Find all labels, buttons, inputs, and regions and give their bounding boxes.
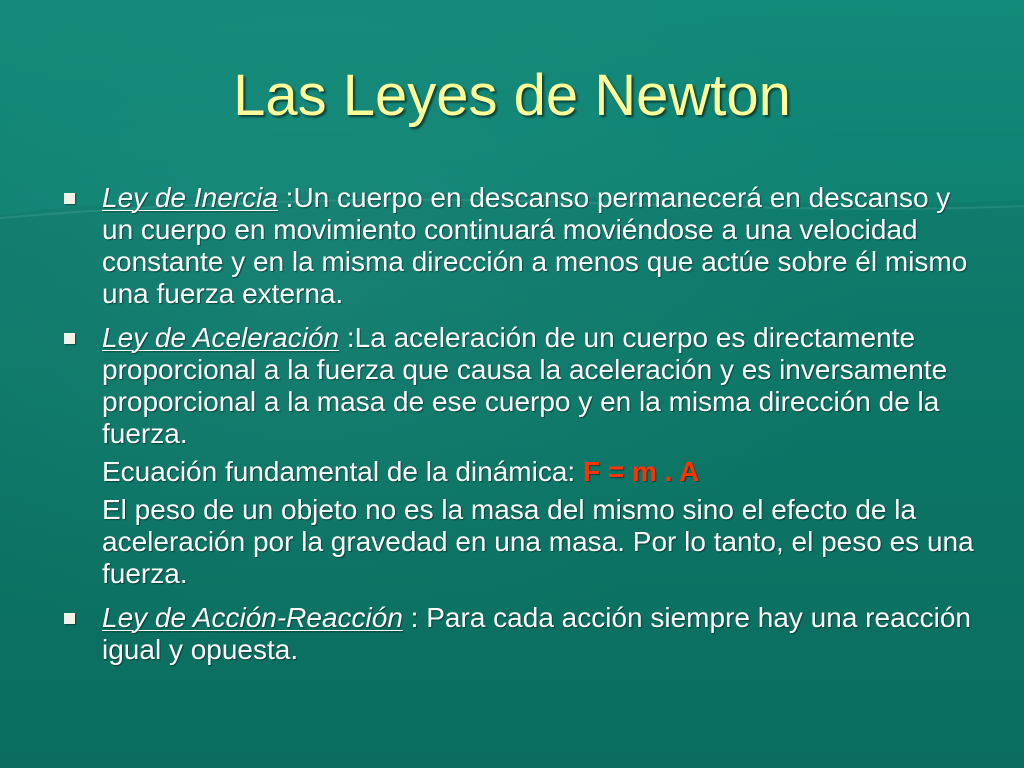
law-name-acceleration: Ley de Aceleración — [102, 322, 340, 353]
law-text-inertia: :Un cuerpo en descanso permanecerá en descanso y un cuerpo en movimiento continuará moviéndose a una velocidad constante y en la misma dirección a menos que actúe sobre él mismo una fuerza externa. — [102, 182, 968, 309]
list-item-action-reaction — [58, 602, 978, 666]
law-text-acceleration: :La aceleración de un cuerpo es directamente proporcional a la fuerza que causa la aceleración y es inversamente proporcional a la masa de ese cuerpo y en la misma dirección de la fuerza. — [102, 322, 948, 449]
weight-note: El peso de un objeto no es la masa del mismo sino el efecto de la aceleración por la gravedad en una masa. Por lo tanto, el peso es una fuerza. — [102, 494, 974, 589]
law-name-inertia: Ley de Inercia — [102, 182, 278, 213]
bullet-icon — [64, 333, 75, 344]
slide-title: Las Leyes de Newton — [233, 63, 791, 128]
bullet-icon — [64, 193, 75, 204]
list-item-acceleration — [58, 322, 978, 450]
law-text-action-reaction: : Para cada acción siempre hay una reacción igual y opuesta. — [102, 602, 971, 665]
bullet-icon — [64, 613, 75, 624]
list-item-inertia — [58, 182, 978, 310]
equation-line — [58, 456, 978, 488]
equation-label: Ecuación fundamental de la dinámica: — [102, 456, 583, 487]
equation-formula: F = m . A — [582, 456, 700, 487]
slide-content — [58, 182, 978, 678]
law-name-action-reaction: Ley de Acción-Reacción — [102, 602, 403, 633]
